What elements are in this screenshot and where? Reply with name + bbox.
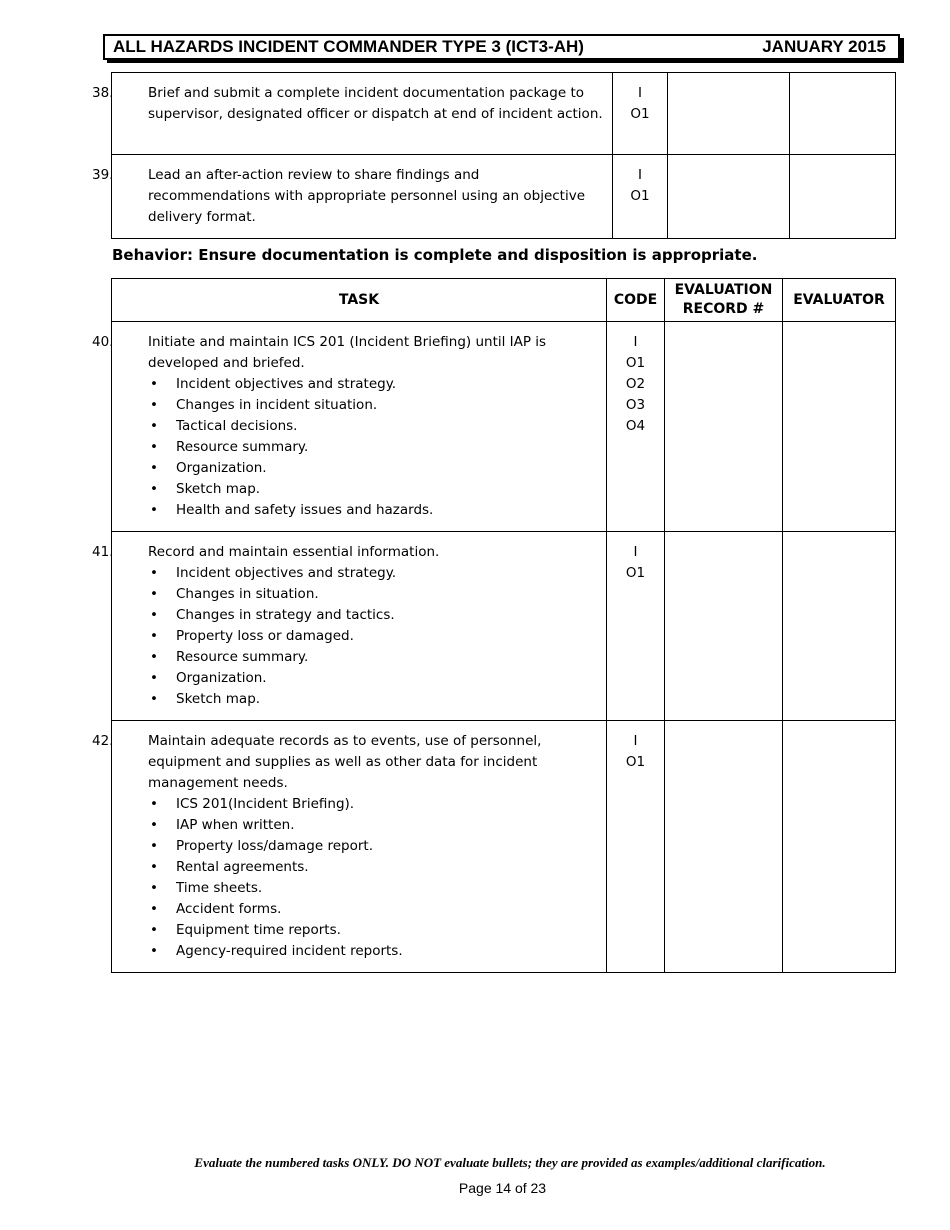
bullet-list [120,563,598,710]
list-item: • Agency-required incident reports. [120,941,598,962]
task-text: 42. Maintain adequate records as to events, use of personnel, equipment and supplies as well as other data for incident management needs. [92,733,542,791]
page-title: ALL HAZARDS INCIDENT COMMANDER TYPE 3 (ICT3-AH) [113,37,584,56]
list-item: • ICS 201(Incident Briefing). [120,794,598,815]
evaluation-record-cell[interactable] [668,155,790,239]
table-row [112,532,896,721]
code-cell: I O1 [613,73,668,155]
page-date: JANUARY 2015 [762,37,886,56]
footer-note: Evaluate the numbered tasks ONLY. DO NOT evaluate bullets; they are provided as examples/additional clarification. [194,1155,826,1170]
evaluation-record-cell[interactable] [665,721,783,973]
list-item: • IAP when written. [120,815,598,836]
list-item: • Resource summary. [120,437,598,458]
evaluator-cell[interactable] [783,532,896,721]
task-text: 38. Brief and submit a complete incident documentation package to supervisor, designated officer or dispatch at end of incident action. [92,85,603,122]
list-item: • Rental agreements. [120,857,598,878]
evaluator-cell[interactable] [783,721,896,973]
task-cell [92,532,607,721]
task-cell [92,73,613,155]
table-header-row [112,279,896,322]
list-item: • Changes in incident situation. [120,395,598,416]
task-cell [92,155,613,239]
task-table [92,278,896,973]
list-item: • Sketch map. [120,479,598,500]
list-item: • Property loss/damage report. [120,836,598,857]
code-cell: I O1 [607,532,665,721]
task-text: 41. Record and maintain essential information. [92,544,440,560]
header-shadow [107,60,904,63]
evaluation-record-cell[interactable] [665,322,783,532]
list-item: • Equipment time reports. [120,920,598,941]
evaluation-record-cell[interactable] [668,73,790,155]
task-cell [92,721,607,973]
bullet-list [120,794,598,962]
list-item: • Tactical decisions. [120,416,598,437]
table-row [112,322,896,532]
evaluator-cell[interactable] [790,73,896,155]
table-row [112,155,896,239]
header-code: CODE [607,279,665,322]
list-item: • Organization. [120,458,598,479]
evaluation-record-cell[interactable] [665,532,783,721]
task-text: 39. Lead an after-action review to share findings and recommendations with appropriate personnel using an objective delivery format. [92,167,586,225]
list-item: • Accident forms. [120,899,598,920]
table-row [112,721,896,973]
list-item: • Resource summary. [120,647,598,668]
page-number: Page 14 of 23 [458,1180,547,1196]
list-item: • Changes in situation. [120,584,598,605]
evaluator-cell[interactable] [790,155,896,239]
task-text: 40. Initiate and maintain ICS 201 (Incident Briefing) until IAP is developed and briefed. [92,334,547,371]
table-row [112,73,896,155]
list-item: • Changes in strategy and tactics. [120,605,598,626]
list-item: • Health and safety issues and hazards. [120,500,598,521]
list-item: • Organization. [120,668,598,689]
bullet-list [120,374,598,521]
list-item: • Time sheets. [120,878,598,899]
list-item: • Incident objectives and strategy. [120,374,598,395]
list-item: • Incident objectives and strategy. [120,563,598,584]
code-cell: I O1 O2 O3 O4 [607,322,665,532]
code-cell: I O1 [613,155,668,239]
task-cell [92,322,607,532]
header-evaluator: EVALUATOR [783,279,896,322]
header-task: TASK [112,279,607,322]
task-table-continued [92,72,896,239]
list-item: • Sketch map. [120,689,598,710]
header-evaluation-record: EVALUATION RECORD # [665,279,783,322]
evaluator-cell[interactable] [783,322,896,532]
list-item: • Property loss or damaged. [120,626,598,647]
behavior-heading: Behavior: Ensure documentation is complete and disposition is appropriate. [112,246,758,264]
page-header [103,34,900,60]
code-cell: I O1 [607,721,665,973]
